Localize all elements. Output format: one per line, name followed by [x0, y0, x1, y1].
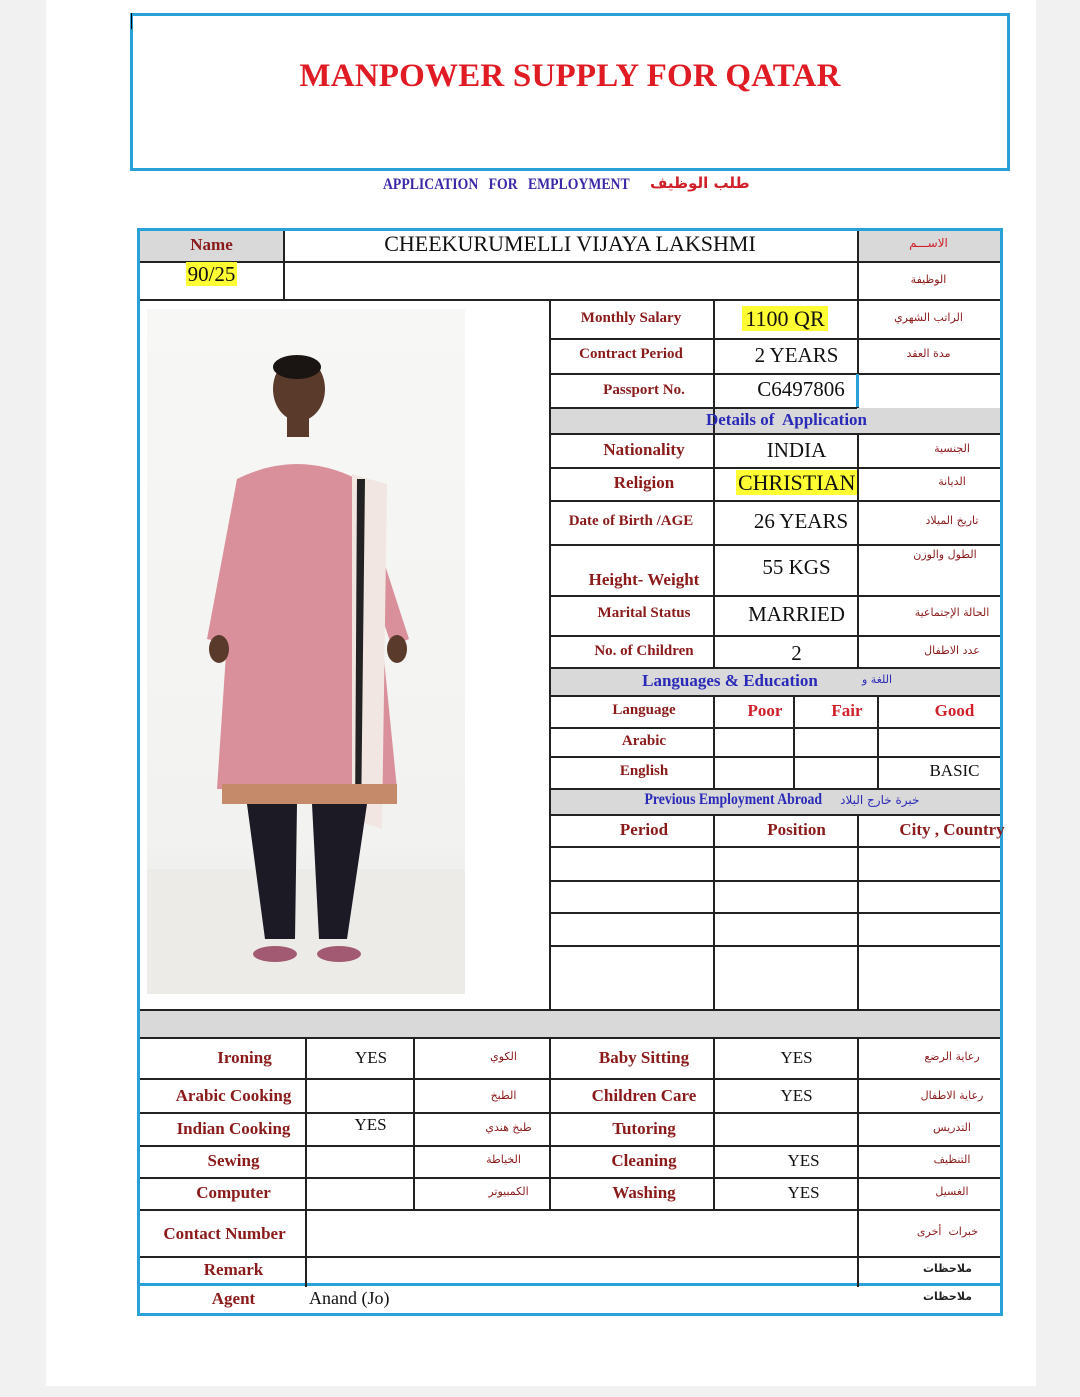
skill-children-care: Children Care	[591, 1086, 697, 1105]
rule	[549, 373, 1000, 375]
rule	[140, 299, 1000, 301]
skill-indian-cooking-value: YES	[354, 1115, 387, 1134]
date-of-birth-age: 26 YEARS	[753, 509, 849, 533]
applicant-photo	[147, 309, 465, 994]
rule	[549, 814, 1000, 816]
skill-computer: Computer	[196, 1183, 271, 1202]
skill-computer-arabic: الكمبيوتر	[488, 1185, 529, 1198]
rule	[549, 846, 1000, 848]
contract-period-arabic: مدة العقد	[906, 347, 951, 360]
rule	[549, 695, 1000, 697]
city-country-col-header: City , Country	[899, 820, 1005, 839]
contract-period: 2 YEARS	[754, 343, 839, 367]
contact-number-label: Contact Number	[163, 1224, 286, 1243]
contract-period-label: Contract Period	[579, 346, 683, 362]
height-weight-arabic: الطول والوزن	[913, 548, 977, 561]
language-arabic: Arabic	[621, 733, 667, 749]
remark-label: Remark	[203, 1260, 264, 1279]
remark-arabic: ملاحظات	[923, 1262, 972, 1275]
ref-label-arabic: الوظيفة	[910, 273, 947, 286]
rule	[549, 635, 1000, 637]
name-label: Name	[190, 235, 233, 254]
religion-arabic: الديانة	[938, 475, 966, 488]
monthly-salary-label: Monthly Salary	[580, 310, 682, 326]
reference-number	[140, 262, 283, 287]
children-arabic: عدد الاطفال	[924, 644, 980, 657]
rule	[549, 500, 1000, 502]
monthly-salary	[713, 306, 857, 332]
skill-washing-arabic: الغسيل	[935, 1185, 969, 1198]
skill-cleaning-value: YES	[787, 1151, 820, 1170]
blue-rule	[140, 1283, 1000, 1286]
language-col-header: Language	[612, 702, 676, 718]
passport-number: C6497806	[757, 377, 845, 401]
skill-ironing-value: YES	[354, 1048, 388, 1067]
skill-baby-sitting: Baby Sitting	[598, 1048, 690, 1067]
nationality: INDIA	[766, 438, 827, 462]
period-col-header: Period	[619, 820, 669, 839]
employment-section-title-ar: خبرة خارج البلاد	[840, 793, 920, 807]
rule	[140, 1145, 1000, 1147]
skill-baby-sitting-arabic: رعاية الرضع	[924, 1050, 980, 1063]
name-label-arabic: الاســـم	[909, 236, 948, 250]
rule	[549, 467, 1000, 469]
rule	[549, 338, 1000, 340]
skill-cleaning-arabic: التنظيف	[933, 1153, 971, 1166]
application-subtitle: APPLICATION FOR EMPLOYMENT	[383, 176, 630, 193]
applicant-name: CHEEKURUMELLI VIJAYA LAKSHMI	[384, 231, 756, 256]
agent-arabic: ملاحظات	[923, 1290, 972, 1303]
nationality-arabic: الجنسية	[934, 442, 970, 455]
languages-section-arabic: اللغة و	[862, 673, 893, 686]
good-col-header: Good	[934, 701, 975, 720]
application-subtitle-arabic: طلب الوظيف	[650, 174, 750, 192]
rule	[549, 880, 1000, 882]
religion-label: Religion	[613, 473, 675, 492]
skill-indian-cooking: Indian Cooking	[176, 1119, 291, 1138]
passport-label: Passport No.	[603, 382, 685, 398]
rule	[549, 544, 1000, 546]
skill-washing-value: YES	[787, 1183, 820, 1202]
rule	[140, 1037, 1000, 1039]
header-tick	[131, 13, 132, 29]
employment-section-title	[549, 791, 1000, 809]
document-title: MANPOWER SUPPLY FOR QATAR	[299, 58, 841, 94]
agent-label: Agent	[211, 1289, 256, 1308]
reference-number-text: 90/25	[187, 262, 236, 286]
skill-tutoring: Tutoring	[612, 1119, 676, 1138]
rule	[140, 1009, 1000, 1011]
skill-ironing-arabic: الكوي	[490, 1050, 517, 1063]
rule	[140, 1112, 1000, 1114]
skill-washing: Washing	[612, 1183, 676, 1202]
position-col-header: Position	[767, 820, 826, 839]
skill-children-care-arabic: رعاية الاطفال	[920, 1089, 984, 1102]
skills-divider-bg	[140, 1011, 1000, 1037]
marital-status-label: Marital Status	[597, 605, 691, 621]
details-section-title: Details of Application	[705, 410, 868, 429]
rule	[549, 788, 1000, 790]
languages-section-title: Languages & Education	[642, 671, 818, 690]
rule	[549, 595, 1000, 597]
english-level: BASIC	[929, 761, 980, 780]
skill-tutoring-arabic: التدريس	[933, 1121, 971, 1134]
skill-arabic-cooking: Arabic Cooking	[175, 1086, 292, 1105]
skill-cleaning: Cleaning	[611, 1151, 677, 1170]
rule	[140, 1078, 1000, 1080]
header-box	[130, 13, 1010, 171]
religion	[713, 470, 857, 496]
height-weight-label: Height- Weight	[588, 570, 700, 589]
skill-children-care-value: YES	[780, 1086, 813, 1105]
dob-arabic: تاريخ الميلاد	[925, 514, 979, 527]
monthly-salary-value: 1100 QR	[742, 306, 827, 331]
religion-value: CHRISTIAN	[738, 470, 856, 495]
skill-arabic-cooking-arabic: الطبخ	[490, 1089, 517, 1102]
monthly-salary-arabic: الراتب الشهري	[894, 311, 963, 324]
skill-baby-sitting-value: YES	[780, 1048, 813, 1067]
rule	[549, 433, 1000, 435]
rule	[140, 1256, 1000, 1258]
rule	[140, 1177, 1000, 1179]
rule	[549, 727, 1000, 729]
fair-col-header: Fair	[831, 701, 863, 720]
dob-label: Date of Birth /AGE	[568, 513, 694, 529]
skill-sewing-arabic: الخياطة	[486, 1153, 521, 1166]
children-label: No. of Children	[594, 643, 694, 659]
rule	[549, 912, 1000, 914]
poor-col-header: Poor	[747, 701, 783, 720]
rule	[549, 756, 1000, 758]
skill-indian-cooking-arabic: طبخ هندي	[485, 1121, 532, 1134]
skill-sewing: Sewing	[207, 1151, 260, 1170]
employment-section-title-en: Previous Employment Abroad	[644, 791, 822, 808]
rule	[549, 945, 1000, 947]
nationality-label: Nationality	[603, 440, 685, 459]
agent-name: Anand (Jo)	[309, 1288, 390, 1308]
language-english: English	[619, 763, 669, 779]
rule	[549, 407, 857, 409]
rule	[713, 814, 715, 1010]
contact-number-arabic: خبرات أخرى	[916, 1225, 979, 1238]
marital-status: MARRIED	[748, 602, 845, 626]
rule	[140, 1209, 1000, 1211]
rule	[549, 667, 1000, 669]
height-weight: 55 KGS	[762, 555, 831, 579]
rule	[857, 814, 859, 1010]
skill-ironing: Ironing	[217, 1048, 272, 1067]
person-photo-icon	[147, 309, 465, 994]
number-of-children: 2	[791, 641, 802, 665]
marital-status-arabic: الحالة الإجتماعية	[914, 606, 990, 619]
